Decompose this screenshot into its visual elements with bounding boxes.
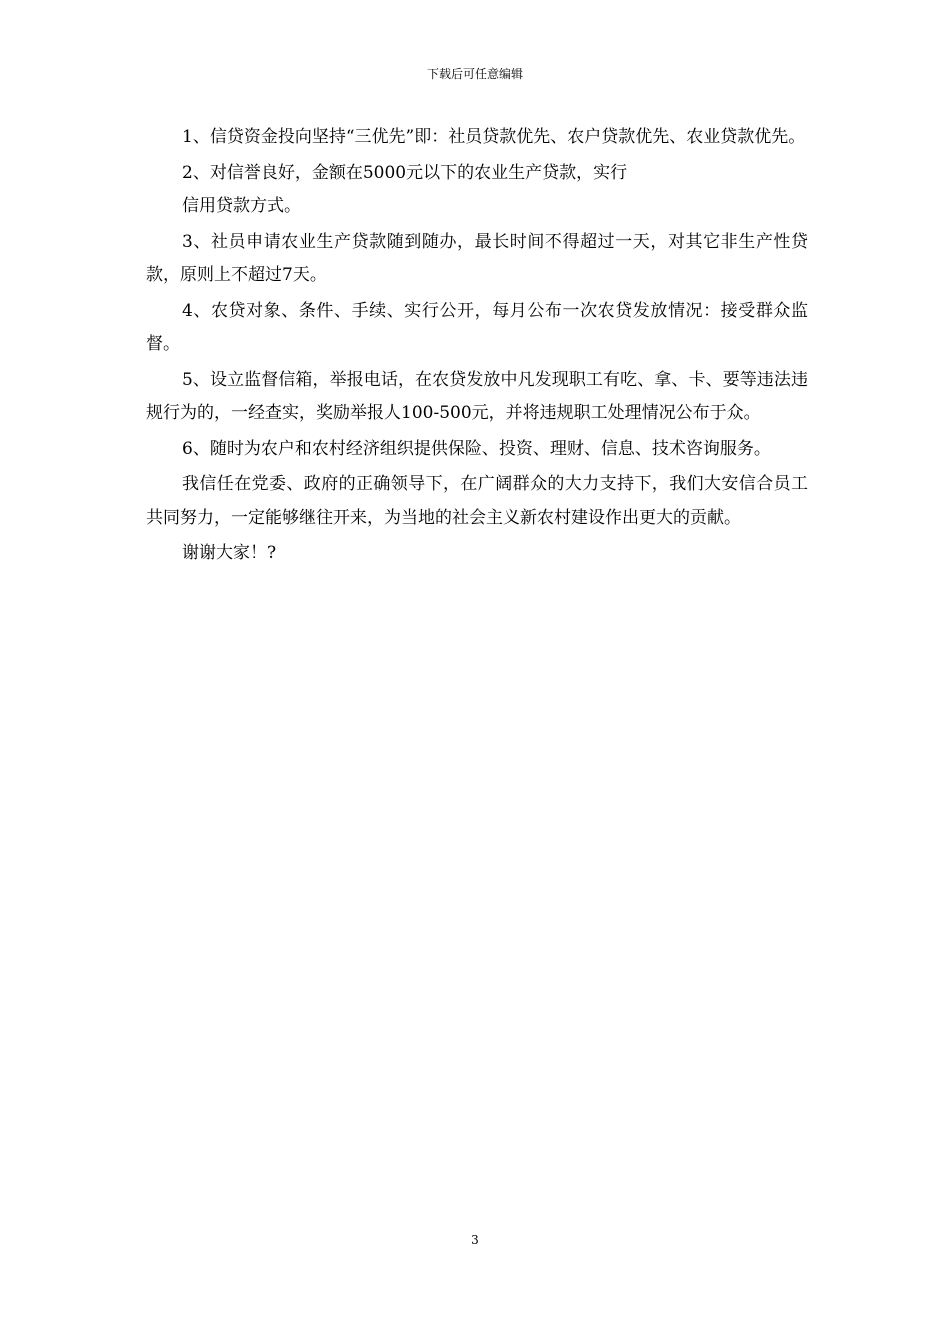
paragraph-item-2: 2、对信誉良好，金额在5000元以下的农业生产贷款，实行	[182, 162, 628, 183]
paragraph-item-5: 5、设立监督信箱，举报电话，在农贷发放中凡发现职工有吃、拿、卡、要等违法违规行为的，一经查实，奖励举报人100-500元，并将违规职工处理情况公布于众。	[146, 369, 808, 423]
paragraph-item-4: 4、农贷对象、条件、手续、实行公开，每月公布一次农贷发放情况：接受群众监督。	[146, 300, 808, 354]
paragraph-item-1: 1、信贷资金投向坚持“三优先”即：社员贷款优先、农户贷款优先、农业贷款优先。	[182, 127, 806, 147]
document-body	[146, 121, 808, 573]
page-number: 3	[471, 1233, 479, 1247]
paragraph-item-3: 3、社员申请农业生产贷款随到随办，最长时间不得超过一天，对其它非生产性贷款，原则上不超过7天。	[146, 231, 808, 285]
paragraph-closing: 我信任在党委、政府的正确领导下，在广阔群众的大力支持下，我们大安信合员工共同努力，一定能够继往开来，为当地的社会主义新农村建设作出更大的贡献。	[146, 474, 808, 528]
paragraph-item-2-continued: 信用贷款方式。	[182, 196, 301, 216]
page-header: 下载后可任意编辑	[426, 67, 523, 81]
paragraph-item-6: 6、随时为农户和农村经济组织提供保险、投资、理财、信息、技术咨询服务。	[182, 438, 771, 459]
paragraph-thanks: 谢谢大家！?	[182, 543, 277, 563]
